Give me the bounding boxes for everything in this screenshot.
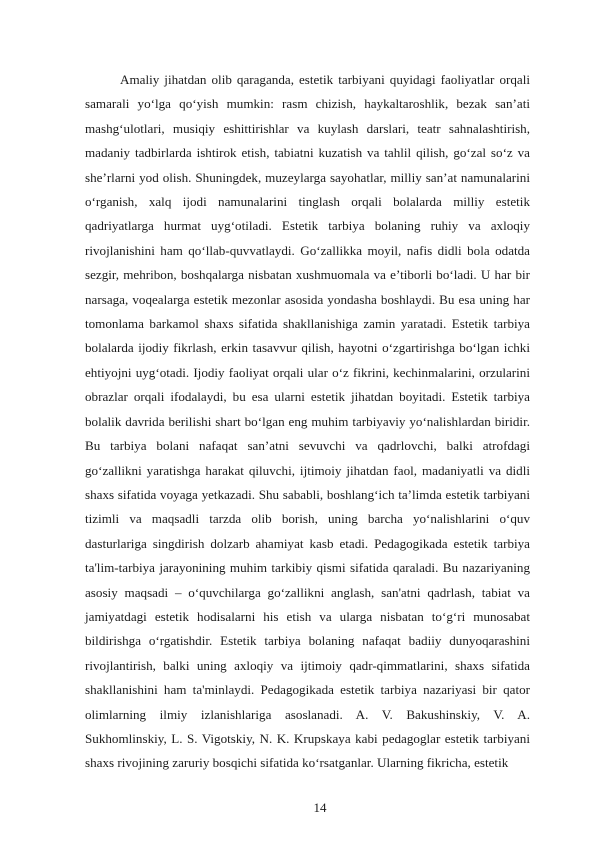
body-paragraph: Amaliy jihatdan olib qaraganda, estetik tarbiyani quyidagi faoliyatlar orqali samarali yo‘lga qo‘yish mumkin: rasm chizish, haykaltaroshlik, bezak san’ati mashg‘ulotlari, musiqiy eshittirishlar va kuylash darslari, teatr sahnalashtirish, madaniy tadbirlarda ishtirok etish, tabiatni kuzatish va tahlil qilish, go‘zal so‘z va she’rlarni yod olish. Shuningdek, muzeylarga sayohatlar, milliy san’at namunalarini o‘rganish, xalq ijodi namunalarini tinglash orqali bolalarda milliy estetik qadriyatlarga hurmat uyg‘otiladi. Estetik tarbiya bolaning ruhiy va axloqiy rivojlanishini ham qo‘llab-quvvatlaydi. Go‘zallikka moyil, nafis didli bola odatda sezgir, mehribon, boshqalarga nisbatan xushmuomala va e’tiborli bo‘ladi. U har bir narsaga, voqealarga estetik mezonlar asosida yondasha boshlaydi. Bu esa uning har tomonlama barkamol shaxs sifatida shakllanishiga zamin yaratadi. Estetik tarbiya bolalarda ijodiy fikrlash, erkin tasavvur qilish, hayotni o‘zgartirishga bo‘lgan ichki ehtiyojni uyg‘otadi. Ijodiy faoliyat orqali ular o‘z fikrini, kechinmalarini, orzularini obrazlar orqali ifodalaydi, bu esa ularni estetik jihatdan boyitadi. Estetik tarbiya bolalik davrida berilishi shart bo‘lgan eng muhim tarbiyaviy yo‘nalishlardan biridir. Bu tarbiya bolani nafaqat san’atni sevuvchi va qadrlovchi, balki atrofdagi go‘zallikni yaratishga harakat qiluvchi, ijtimoiy jihatdan faol, madaniyatli va didli shaxs sifatida voyaga yetkazadi. Shu sababli, boshlang‘ich ta’limda estetik tarbiyani tizimli va maqsadli tarzda olib borish, uning barcha yo‘nalishlarini o‘quv dasturlariga singdirish dolzarb ahamiyat kasb etadi. Pedagogikada estetik tarbiya ta'lim-tarbiya jarayonining muhim tarkibiy qismi sifatida qaraladi. Bu nazariyaning asosiy maqsadi – o‘quvchilarga go‘zallikni anglash, san'atni qadrlash, tabiat va jamiyatdagi estetik hodisalarni his etish va ularga nisbatan to‘g‘ri munosabat bildirishga o‘rgatishdir. Estetik tarbiya bolaning nafaqat badiiy dunyoqarashini rivojlantirish, balki uning axloqiy va ijtimoiy qadr-qimmatlarini, shaxs sifatida shakllanishini ham ta'minlaydi. Pedagogikada estetik tarbiya nazariyasi bir qator olimlarning ilmiy izlanishlariga asoslanadi. A. V. Bakushinskiy, V. A. Sukhomlinskiy, L. S. Vigotskiy, N. K. Krupskaya kabi pedagoglar estetik tarbiyani shaxs rivojining zaruriy bosqichi sifatida ko‘rsatganlar. Ularning fikricha, estetik [85, 72, 530, 771]
page-number: 14 [313, 800, 327, 815]
